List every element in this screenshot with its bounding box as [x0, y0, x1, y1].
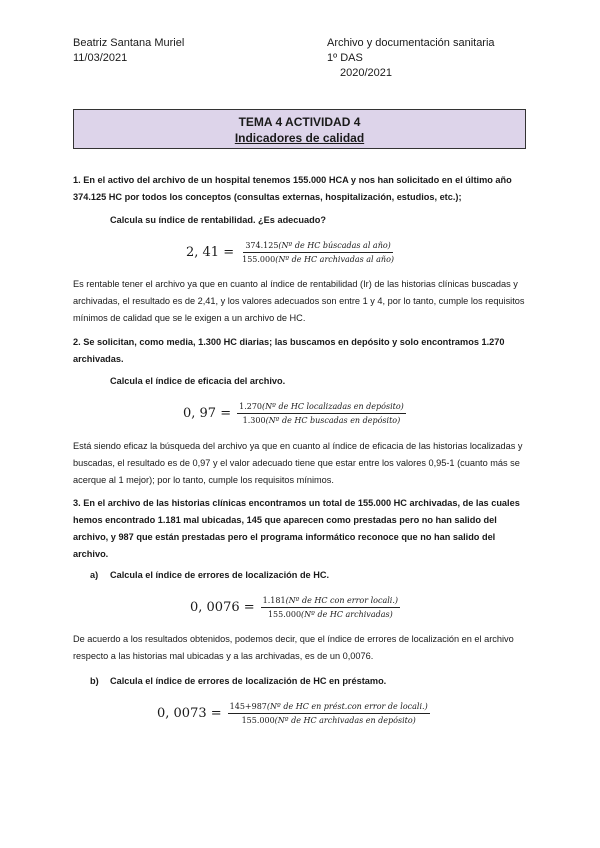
subject-name: Archivo y documentación sanitaria — [327, 37, 495, 49]
formula-1-den-text: (Nº de HC archivadas al año) — [275, 255, 395, 264]
question-3-text: En el archivo de las historias clínicas encontramos un total de 155.000 HC archivadas, de las cuales hemos encontrado 1.181 mal ubicadas, 145 que aparecen como prestadas pero no han salido del archivo, y 987 que están prestadas pero el programa informático reconoce que no han salido del archivo. — [73, 498, 520, 559]
question-2-task: Calcula el índice de eficacia del archivo. — [110, 376, 286, 386]
formula-1 — [186, 240, 396, 265]
formula-2-den-text: (Nº de HC buscadas en depósito) — [265, 416, 401, 425]
question-1-number: 1. — [73, 175, 81, 185]
formula-3b-den-text: (Nº de HC archivadas en depósito) — [274, 716, 416, 725]
question-3a-label: a) — [90, 570, 99, 580]
question-3-number: 3. — [73, 498, 81, 508]
formula-3b-result: 0, 0073 = — [157, 706, 222, 721]
answer-2: Está siendo eficaz la búsqueda del archivo ya que en cuanto al índice de eficacia de las historias localizadas y buscadas, el resultado es de 0,97 y el valor adecuado tiene que estar entre los valores 0,95-1 (cuanto más se acerque al 1 mejor); por lo tanto, cumple los requisitos mínimos. — [73, 441, 523, 485]
question-1-task: Calcula su índice de rentabilidad. ¿Es adecuado? — [110, 215, 326, 225]
document-date: 11/03/2021 — [73, 52, 128, 64]
formula-3a-den-value: 155.000 — [267, 610, 302, 619]
formula-1-result: 2, 41 = — [186, 245, 235, 260]
question-2-text: Se solicitan, como media, 1.300 HC diarias; las buscamos en depósito y solo encontramos 1.270 archivadas. — [73, 337, 505, 364]
question-1-text: En el activo del archivo de un hospital tenemos 155.000 HCA y nos han solicitado en el último año 374.125 HC por todos los conceptos (consultas externas, hospitalización, estudios, etc.); — [73, 175, 512, 202]
formula-3a-num-value: 1.181 — [262, 596, 286, 605]
formula-3a-result: 0, 0076 = — [190, 600, 255, 615]
course-name: 1º DAS — [327, 52, 363, 64]
question-3 — [73, 495, 531, 563]
formula-3a-den-text: (Nº de HC archivadas) — [301, 610, 393, 619]
formula-3a — [190, 595, 400, 620]
formula-1-den-value: 155.000 — [242, 255, 276, 264]
question-3a-task: Calcula el índice de errores de localización de HC. — [110, 570, 330, 580]
formula-2-result: 0, 97 = — [183, 406, 232, 421]
question-3b-label: b) — [90, 676, 99, 686]
formula-2-num-value: 1.270 — [239, 402, 263, 411]
academic-year: 2020/2021 — [340, 67, 392, 79]
formula-2-den-value: 1.300 — [242, 416, 266, 425]
answer-3a: De acuerdo a los resultados obtenidos, podemos decir, que el índice de errores de localización en el archivo respecto a las historias mal ubicadas y a las archivadas, es de un 0,0076. — [73, 634, 514, 661]
formula-3b-num-text: (Nº de HC en prést.con error de locali.) — [266, 702, 428, 711]
question-2-number: 2. — [73, 337, 81, 347]
title-line-1: TEMA 4 ACTIVIDAD 4 — [238, 115, 361, 129]
title-line-2: Indicadores de calidad — [234, 131, 365, 145]
formula-2-num-text: (Nº de HC localizadas en depósito) — [262, 402, 404, 411]
question-1 — [73, 172, 531, 206]
formula-3b — [157, 701, 430, 726]
formula-3a-num-text: (Nº de HC con error locali.) — [285, 596, 398, 605]
answer-1: Es rentable tener el archivo ya que en cuanto al índice de rentabilidad (Ir) de las historias clínicas buscadas y archivadas, el resultado es de 2,41, y los valores adecuados son entre 1 y 4, por lo tanto, cumple los requisitos mínimos de calidad que se le exigen a un archivo de HC. — [73, 279, 525, 323]
author-name: Beatriz Santana Muriel — [73, 37, 185, 49]
question-2 — [73, 334, 531, 368]
formula-3b-num-value: 145+987 — [229, 702, 267, 711]
formula-3b-den-value: 155.000 — [241, 716, 275, 725]
title-box — [73, 109, 526, 149]
formula-1-num-text: (Nº de HC búscadas al año) — [278, 241, 391, 250]
question-3b-task: Calcula el índice de errores de localización de HC en préstamo. — [110, 676, 387, 686]
formula-2 — [183, 401, 406, 426]
formula-1-num-value: 374.125 — [245, 241, 279, 250]
